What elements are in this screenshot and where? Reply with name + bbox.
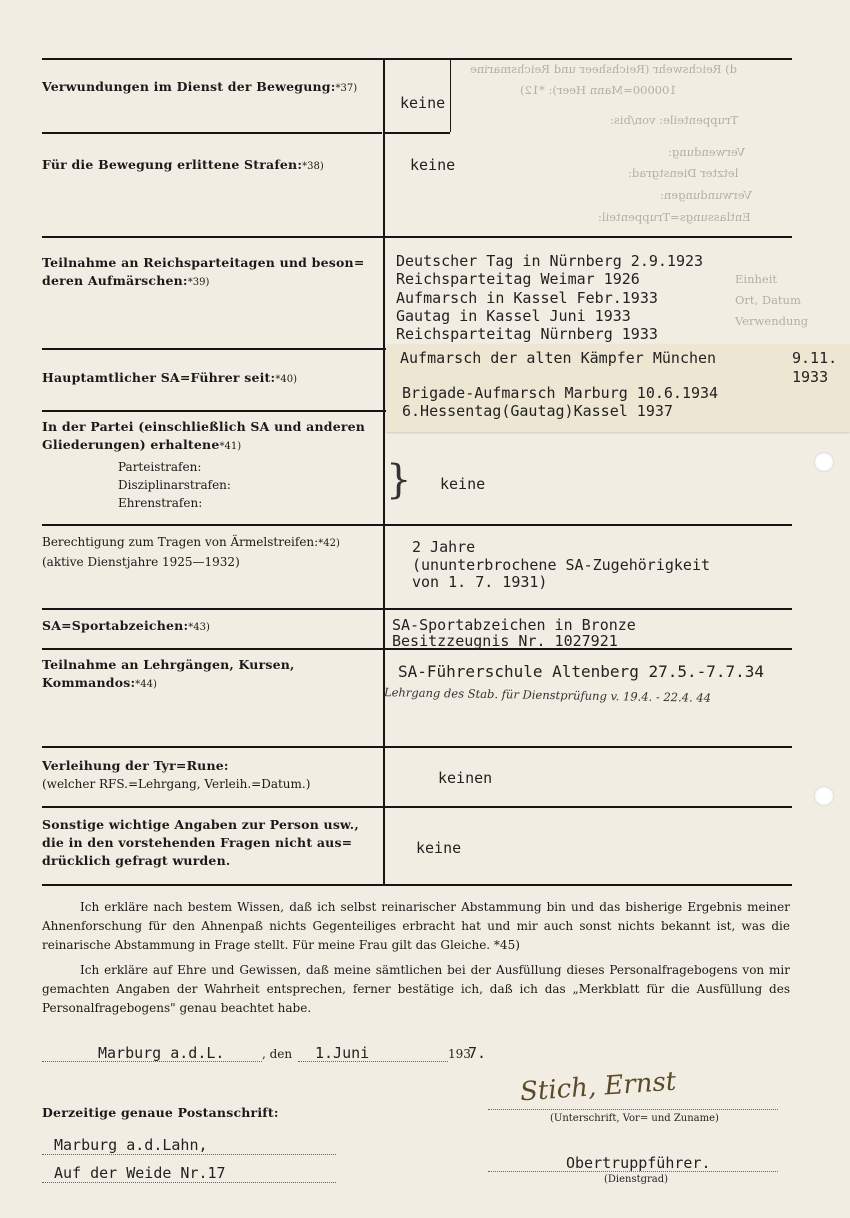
row-divider <box>42 132 382 134</box>
answer-aermelstreifen-3: von 1. 7. 1931) <box>412 573 548 591</box>
dotted-line <box>488 1108 778 1110</box>
answer-verwundungen: keine <box>400 94 446 112</box>
brace-icon: } <box>386 457 412 503</box>
punch-hole <box>814 786 834 806</box>
table-column-divider <box>383 58 385 886</box>
table-top-rule <box>42 58 792 60</box>
date-field: 1.Juni <box>315 1044 370 1062</box>
label-hauptamtlicher-sa-fuehrer: Hauptamtlicher SA=Führer seit:*40) <box>42 370 297 385</box>
ghost-line: Einheit <box>735 272 777 286</box>
dotted-line <box>488 1170 778 1172</box>
ghost-line: Verwendung: <box>668 145 746 159</box>
signature-caption: (Unterschrift, Vor= und Zuname) <box>550 1113 719 1124</box>
label-verwundungen: Verwundungen im Dienst der Bewegung:*37) <box>42 79 358 94</box>
handwritten-signature: Stich, Ernst <box>519 1066 678 1108</box>
answer-reichsparteitage-4: Gautag in Kassel Juni 1933 <box>396 307 631 325</box>
ghost-line: 100000=Mann Heer): *12) <box>520 83 677 97</box>
declaration-abstammung: Ich erkläre nach bestem Wissen, daß ich selbst reinarischer Abstammung bin und das bisherige Ergebnis meiner Ahnenforschung für den Ahnenpaß nichts Gegenteiliges erbracht hat und mir auch sonst nichts bekannt ist, was die reinarische Abstammung in Frage stellt. Für meine Frau gilt das Gleiche. *45) <box>42 900 790 952</box>
label-sportabzeichen: SA=Sportabzeichen:*43) <box>42 618 210 633</box>
address-line-2: Auf der Weide Nr.17 <box>54 1164 226 1182</box>
ghost-line: letzter Dienstgrad: <box>628 166 739 180</box>
label-sonstige-angaben: Sonstige wichtige Angaben zur Person usw., die in den vorstehenden Fragen nicht aus= drücklich gefragt wurden. <box>42 817 359 868</box>
row-divider <box>42 806 792 808</box>
declaration-wahrheit: Ich erkläre auf Ehre und Gewissen, daß meine sämtlichen bei der Ausfüllung dieses Personalfragebogens von mir gemachten Angaben der Wahrheit entsprechen, ferner bestätige ich, daß ich das „Merkblatt für die Ausfüllung des Personalfragebogens" genau beachtet habe. <box>42 963 790 1015</box>
year-field: 7. <box>468 1044 487 1062</box>
answer-reichsparteitage-5: Reichsparteitag Nürnberg 1933 <box>396 325 658 343</box>
answer-reichsparteitage-1: Deutscher Tag in Nürnberg 2.9.1923 <box>396 252 704 270</box>
table-bottom-rule <box>42 884 792 886</box>
label-aermelstreifen: Berechtigung zum Tragen von Ärmelstreifen:*42) (aktive Dienstjahre 1925—1932) <box>42 535 340 569</box>
strip-line-3: 6.Hessentag(Gautag)Kassel 1937 <box>402 402 673 420</box>
label-strafen: Für die Bewegung erlittene Strafen:*38) <box>42 157 324 172</box>
answer-lehrgaenge: SA-Führerschule Altenberg 27.5.-7.7.34 <box>398 662 765 681</box>
strip-line-2: Brigade-Aufmarsch Marburg 10.6.1934 <box>402 384 719 402</box>
pasted-addendum-strip <box>386 344 850 432</box>
ghost-line: Truppenteile: von/bis: <box>610 113 739 127</box>
handwritten-lehrgang-note: Lehrgang des Stab. für Dienstprüfung v. 19.4. - 22.4. 44 <box>383 685 712 705</box>
label-reichsparteitage: Teilnahme an Reichsparteitagen und beson= deren Aufmärschen:*39) <box>42 255 365 288</box>
label-tyr-rune: Verleihung der Tyr=Rune: (welcher RFS.=Lehrgang, Verleih.=Datum.) <box>42 758 311 791</box>
dotted-line <box>42 1153 336 1155</box>
ghost-line: Ort, Datum <box>735 293 801 307</box>
answer-sportabzeichen-1: SA-Sportabzeichen in Bronze <box>392 616 636 634</box>
label-lehrgaenge: Teilnahme an Lehrgängen, Kursen, Kommandos:*44) <box>42 657 295 690</box>
row-divider <box>42 608 792 610</box>
answer-sonstige-angaben: keine <box>416 839 462 857</box>
strip-line-1-date: 9.11. <box>792 349 838 367</box>
strip-line-1: Aufmarsch der alten Kämpfer München <box>400 349 717 367</box>
answer-strafen: keine <box>410 156 456 174</box>
answer-reichsparteitage-3: Aufmarsch in Kassel Febr.1933 <box>396 289 658 307</box>
answer-parteistrafen: keine <box>440 475 486 493</box>
row-divider <box>42 236 792 238</box>
year-prefix: 193 <box>448 1047 471 1061</box>
answer-reichsparteitage-2: Reichsparteitag Weimar 1926 <box>396 270 640 288</box>
row-divider <box>385 132 450 134</box>
label-parteistrafen: In der Partei (einschließlich SA und anderen Gliederungen) erhaltene*41) <box>42 419 366 452</box>
place-field: Marburg a.d.L. <box>98 1044 225 1062</box>
punch-hole <box>814 452 834 472</box>
ghost-line: Entlassungs=Truppenteil: <box>598 210 751 224</box>
address-line-1: Marburg a.d.Lahn, <box>54 1136 208 1154</box>
answer-aermelstreifen-1: 2 Jahre <box>412 538 476 556</box>
row-divider <box>450 58 451 132</box>
row-divider <box>42 746 792 748</box>
ghost-line: Verwundungen: <box>660 188 752 202</box>
dotted-line <box>42 1181 336 1183</box>
sub-labels-strafen: Parteistrafen: Disziplinarstrafen: Ehrenstrafen: <box>118 460 231 510</box>
ghost-line: d) Reichswehr (Reichsheer und Reichsmarine <box>470 62 738 76</box>
row-divider <box>42 524 792 526</box>
rank-caption: (Dienstgrad) <box>604 1174 669 1185</box>
ghost-line: Verwendung <box>735 314 809 328</box>
answer-aermelstreifen-2: (ununterbrochene SA-Zugehörigkeit <box>412 556 711 574</box>
answer-sportabzeichen-2: Besitzzeugnis Nr. 1027921 <box>392 632 618 650</box>
address-label: Derzeitige genaue Postanschrift: <box>42 1105 279 1120</box>
rank-field: Obertruppführer. <box>566 1154 711 1172</box>
answer-tyr-rune: keinen <box>438 769 493 787</box>
den-label: , den <box>262 1047 293 1061</box>
strip-line-1-year: 1933 <box>792 368 829 386</box>
